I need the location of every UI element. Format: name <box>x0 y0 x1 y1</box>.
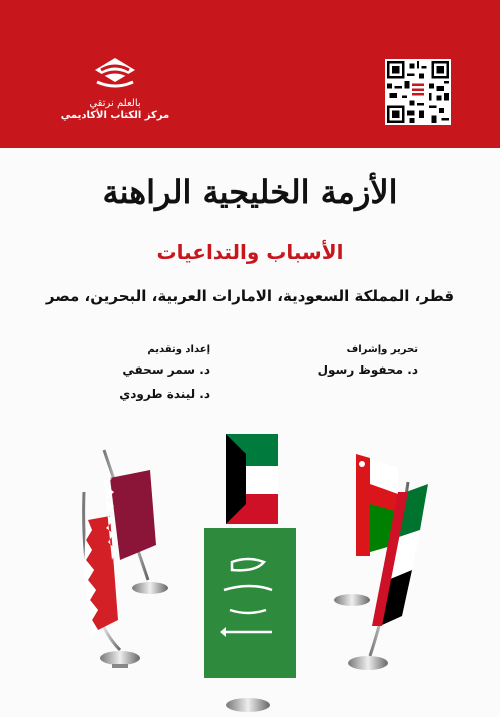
prep-name-1: د. سمر سحقي <box>122 363 210 377</box>
saudi-flag <box>198 524 300 712</box>
book-subtitle: الأسباب والتداعيات <box>156 240 344 264</box>
editor-name: د. محفوظ رسول <box>317 363 418 377</box>
kuwait-flag <box>220 430 284 530</box>
publisher-slogan: بالعلم نرتقي <box>89 98 141 109</box>
publisher-logo-icon <box>93 56 137 96</box>
prep-name-2: د. ليندة طرودي <box>119 387 210 401</box>
prep-label: إعداد وتقديم <box>147 344 210 355</box>
countries-line: قطر، المملكة السعودية، الامارات العربية، البحرين، مصر <box>45 287 455 305</box>
flags-illustration <box>0 420 500 717</box>
prep-block <box>50 344 210 411</box>
publisher-logo <box>55 56 175 126</box>
publisher-name: مركز الكتاب الأكاديمي <box>60 110 170 121</box>
editor-block <box>238 344 418 387</box>
book-title: الأزمة الخليجية الراهنة <box>102 173 398 211</box>
editor-label: تحرير وإشراف <box>346 344 418 355</box>
qr-code-icon <box>385 59 451 125</box>
